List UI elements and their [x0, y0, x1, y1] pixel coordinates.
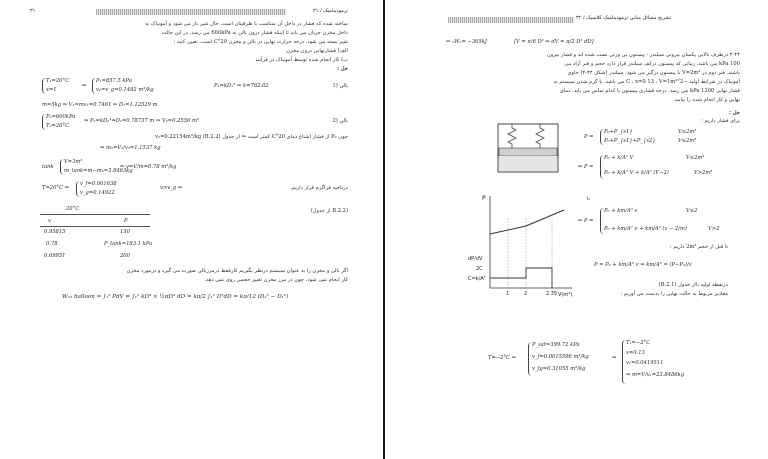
left-header-title: ترمودینامیک / ۳۱: [313, 8, 348, 14]
table-rule: [40, 214, 150, 215]
2c-label: 2C: [476, 266, 483, 272]
x-tick-label: 2: [524, 291, 528, 297]
right-header-title: ۳۲ / تشریح مسائل مبانی ترمودینامیک کلاسیک: [576, 15, 672, 21]
final-rhs: ⇒ m=V/v₁=23.8486kg: [626, 372, 685, 378]
final-line: P_sat=399.72 kPa: [532, 342, 580, 348]
t-line-val: v_f=0.001638: [80, 181, 117, 187]
problem-line: ساخته شده که فشار در داخل آن متناسب با ظرفیتان است. حال شیر باز می شود و آمونیاک به: [145, 21, 348, 27]
t-line-cond: v>v_g ⇒: [160, 185, 183, 191]
p-case-line: P₀ + km/A² v + km/A² (v − 2/m): [604, 226, 687, 232]
tank-result: ⇒ v=V/m=0.78 m³/kg: [120, 164, 177, 170]
state2-result: ⇒ P₂=kD₂³⇒D₂=0.78737 m ⇒ V₂=0.2556 m³: [84, 118, 199, 124]
p-case-lhs: ⇒ P =: [578, 164, 594, 170]
solution-label: حل :: [729, 110, 740, 116]
problem-line: داخل مخزن جریان می یابد تا اینکه فشار درون بالن به 600kPa می رسد. در این حالت: [161, 30, 348, 36]
state1-line: x=1: [46, 87, 57, 93]
table-cell: 200: [120, 253, 130, 259]
spring-icon: [536, 124, 544, 148]
p-case-line: P₀ + k/A² V + k/A² (V−2): [604, 170, 669, 176]
problem-line: ب) کار انجام شده توسط آمونیاک در فرآیند: [255, 57, 348, 63]
top-eq-left: ⇒ ₁W₂= −365kJ: [446, 39, 487, 45]
table-title: 20°C: [66, 206, 80, 212]
problem-line: آمونیاک در شرایط اولیه −2°C ، x=0.13 ، V=1m³ می باشد. یا گرم شدن سیستم به: [553, 79, 740, 85]
x-tick-label: 1: [506, 291, 510, 297]
p-case-line: P₀+P_{s1}+P_{s2}: [604, 138, 656, 144]
table-ref: (B.2.2 از جدول): [310, 208, 348, 214]
p-case-cond: V≥2m³: [678, 138, 697, 144]
header-bar: [448, 17, 574, 23]
closing-line: کار انجام نمی شود. چون در مرز مخزن تغییر حجمی روی نمی دهد.: [204, 277, 348, 283]
left-page-number: ۳۱: [30, 8, 36, 14]
m2-line: ⇒ m₂=V₂/v₂=1.1537 kg: [100, 145, 161, 151]
state1-result: P₁=857.5 kPa: [96, 78, 132, 84]
cylinder-figure: [488, 118, 568, 176]
state1-result: v₁=v_g=0.1492 m³/kg: [96, 87, 154, 93]
state1-line: T₁=20°C: [46, 78, 70, 84]
table-note: مقادیر مربوط به حالت نهایی را بدست می آوریم :: [620, 291, 728, 297]
table-cell: 0.95815: [44, 229, 66, 235]
y-axis-label: P: [482, 195, 486, 202]
final-rhs: T₁=−2°C: [626, 340, 651, 346]
table-header: P: [124, 218, 128, 224]
final-line: v_f=0.0015596 m³/kg: [532, 354, 589, 360]
x-axis-label: V(m³): [558, 292, 573, 298]
tank-line: V=3m³: [64, 159, 83, 165]
t-line-note: درناحیه فراگرم قرار داریم.: [290, 185, 348, 191]
state2-label: بالن (2: [332, 118, 348, 124]
table-note: درنقطه اولیه بااز جدول (B.2.1): [658, 282, 728, 288]
problem-line: فشار نهایی 1200 kPa می رسد. درجه فشاری پیستون با کدام تماس می یابد. دمای: [559, 88, 740, 94]
header-bar: [96, 9, 286, 15]
dpdv-curve: [490, 268, 552, 288]
mass-note: تا قبل از حجم 2m³ داریم :: [669, 244, 728, 250]
p-case-line: P₀ + km/A² v: [604, 208, 638, 214]
table-cell: 0.69951: [44, 253, 66, 259]
spring-icon: [508, 124, 516, 148]
state1-extra: P₁=kD₁³ ⇒ k=762.02: [214, 83, 269, 89]
table-cell: P_tank=183.1 kPa: [104, 241, 153, 247]
p-line: P = P₀ + km/A² v ⇒ km/A² = (P−P₀)/v: [594, 262, 692, 268]
arrow: ⇒: [612, 355, 617, 361]
solution-label: حل :: [337, 66, 348, 72]
x-tick-label: 2.35: [546, 291, 558, 297]
closing-line: اگر بالن و مخزن را به عنوان سیستم درنظر بگیریم کارفقط درمرزبالن صورت می گیرد و درمورد مخزن: [126, 268, 348, 274]
dpdv-label: dP/dV: [468, 256, 483, 262]
tank-line: m_tank=m−m₂=3.8463kg: [64, 168, 133, 174]
top-eq-right: [V = π/6 D³ ⇒ dV = π/2 D² dD]: [514, 39, 594, 45]
problem-line: الف) فشارنهایی درون مخزن: [286, 48, 348, 54]
p-case-cond: V≤2m³: [678, 129, 697, 135]
state2-line: T₂=20°C: [46, 123, 70, 129]
final-rhs: x=0.13: [626, 350, 645, 356]
p-curve: [526, 210, 564, 226]
final-line: v_fg=0.31055 m³/kg: [532, 366, 586, 372]
table-cell: 150: [120, 229, 130, 235]
ammonia-region: [499, 156, 557, 171]
problem-line: 100 kPa می باشد. زمانی که پیستون درکف سیلندر قرار دارد حجم و فنر آزاد می: [564, 61, 740, 67]
table-cell: 0.78: [46, 241, 58, 247]
side-marker: با: [586, 196, 590, 202]
p-case-cond: V≤2m³: [686, 155, 705, 161]
t-line-left: T=20°C ⇒: [42, 185, 69, 191]
p-case-line: P₀ + k/A² V: [604, 155, 634, 161]
right-page: [388, 0, 768, 459]
p-case-lhs: ⇒ P =: [578, 218, 594, 224]
p-case-lhs: P =: [584, 134, 594, 140]
mass-line: m=5kg ⇒ V₁=mv₁=0.7461 ⇒ D₁=1.12529 m: [42, 102, 158, 108]
problem-line: باشند. فنر دوم در V=2m³ با پیستون درگیر می شود. سیلندر (شکل ۴۴-۴) حاوی: [567, 70, 740, 76]
final-lhs: T=−2°C ⇒: [488, 355, 517, 361]
table-header: v: [48, 218, 51, 224]
final-rhs: v₁=0.0419511: [626, 360, 664, 366]
pv-graph: [468, 188, 578, 300]
table-rule: [40, 226, 150, 227]
problem-line: نهایی و کار انجام شده را بیابید.: [673, 97, 740, 103]
state2-line: P₂=600kPa: [46, 114, 76, 120]
page-divider: [383, 0, 385, 459]
problem-line: شیر بسته می شود. درجه حرارت نهایی در بالن و مخزن 20°C است. تعیین کنید :: [173, 39, 348, 45]
p-case-line: P₀+P_{s1}: [604, 129, 633, 135]
state2-text: چون P₂ از فشار اشباع دمای 20°C کمتر است ⇒ از جدول (B.2.2) v₂=0.22154m³/kg: [155, 134, 348, 140]
c-label: C=k/A²: [468, 276, 486, 282]
p-case-cond: V>2: [708, 226, 720, 232]
t-line-val: v_g=0.14922: [80, 190, 115, 196]
piston: [499, 148, 557, 156]
p-case-cond: V>2m³: [694, 170, 713, 176]
work-equation: W₁₂ balloon = ∫₁² PdV = ∫₁² kD³ × ½πD² dD = kπ/2 ∫₁² D⁵dD = kπ/12 (D₂⁶ − D₁⁶): [62, 294, 289, 300]
tank-label: tank: [42, 164, 54, 170]
p-case-cond: V≤2: [686, 208, 698, 214]
problem-line: ۴-۴۴ درطرف بالایی پکسان بیرونی سیلندر - پیستون بی وزنی نصب شده اند و فشار بیرون: [547, 52, 740, 58]
pressure-note: برای فشار داریم :: [701, 118, 740, 124]
left-page: [0, 0, 380, 459]
arrow: ⇒: [82, 83, 87, 89]
state1-label: بالن (1: [332, 83, 348, 89]
